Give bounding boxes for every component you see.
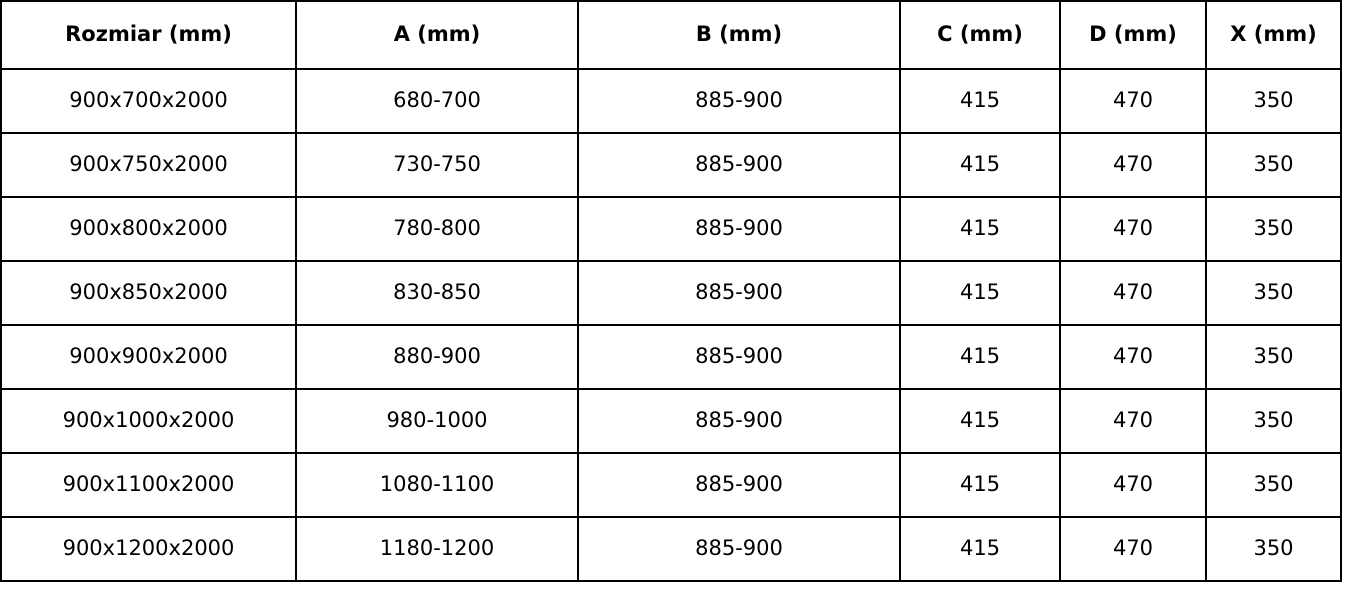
table-row — [1, 453, 1341, 517]
cell-size: 900x800x2000 — [1, 197, 296, 261]
cell-d: 470 — [1060, 69, 1206, 133]
table-row — [1, 197, 1341, 261]
cell-d: 470 — [1060, 517, 1206, 581]
cell-c: 415 — [900, 517, 1060, 581]
cell-d: 470 — [1060, 389, 1206, 453]
cell-x: 350 — [1206, 261, 1341, 325]
cell-a: 880-900 — [296, 325, 578, 389]
cell-a: 1080-1100 — [296, 453, 578, 517]
cell-a: 680-700 — [296, 69, 578, 133]
cell-b: 885-900 — [578, 325, 900, 389]
cell-d: 470 — [1060, 453, 1206, 517]
column-header-b: B (mm) — [578, 1, 900, 69]
column-header-rozmiar: Rozmiar (mm) — [1, 1, 296, 69]
cell-b: 885-900 — [578, 389, 900, 453]
cell-a: 730-750 — [296, 133, 578, 197]
cell-size: 900x1100x2000 — [1, 453, 296, 517]
table-body — [1, 69, 1341, 581]
cell-b: 885-900 — [578, 453, 900, 517]
cell-d: 470 — [1060, 133, 1206, 197]
cell-x: 350 — [1206, 133, 1341, 197]
cell-x: 350 — [1206, 389, 1341, 453]
cell-c: 415 — [900, 325, 1060, 389]
column-header-d: D (mm) — [1060, 1, 1206, 69]
cell-b: 885-900 — [578, 261, 900, 325]
cell-c: 415 — [900, 197, 1060, 261]
cell-size: 900x750x2000 — [1, 133, 296, 197]
table-row — [1, 261, 1341, 325]
cell-x: 350 — [1206, 197, 1341, 261]
table-header-row — [1, 1, 1341, 69]
cell-a: 1180-1200 — [296, 517, 578, 581]
cell-c: 415 — [900, 389, 1060, 453]
column-header-a: A (mm) — [296, 1, 578, 69]
cell-c: 415 — [900, 69, 1060, 133]
column-header-c: C (mm) — [900, 1, 1060, 69]
cell-d: 470 — [1060, 197, 1206, 261]
cell-a: 980-1000 — [296, 389, 578, 453]
cell-c: 415 — [900, 261, 1060, 325]
cell-b: 885-900 — [578, 517, 900, 581]
cell-x: 350 — [1206, 69, 1341, 133]
cell-b: 885-900 — [578, 133, 900, 197]
table-row — [1, 133, 1341, 197]
cell-x: 350 — [1206, 453, 1341, 517]
cell-b: 885-900 — [578, 197, 900, 261]
cell-c: 415 — [900, 453, 1060, 517]
table-row — [1, 325, 1341, 389]
column-header-x: X (mm) — [1206, 1, 1341, 69]
cell-x: 350 — [1206, 325, 1341, 389]
table-row — [1, 389, 1341, 453]
cell-b: 885-900 — [578, 69, 900, 133]
cell-size: 900x900x2000 — [1, 325, 296, 389]
cell-a: 780-800 — [296, 197, 578, 261]
table-row — [1, 69, 1341, 133]
cell-d: 470 — [1060, 325, 1206, 389]
cell-size: 900x700x2000 — [1, 69, 296, 133]
cell-a: 830-850 — [296, 261, 578, 325]
cell-x: 350 — [1206, 517, 1341, 581]
cell-c: 415 — [900, 133, 1060, 197]
table-header — [1, 1, 1341, 69]
table-row — [1, 517, 1341, 581]
cell-size: 900x1000x2000 — [1, 389, 296, 453]
cell-size: 900x850x2000 — [1, 261, 296, 325]
cell-size: 900x1200x2000 — [1, 517, 296, 581]
cell-d: 470 — [1060, 261, 1206, 325]
